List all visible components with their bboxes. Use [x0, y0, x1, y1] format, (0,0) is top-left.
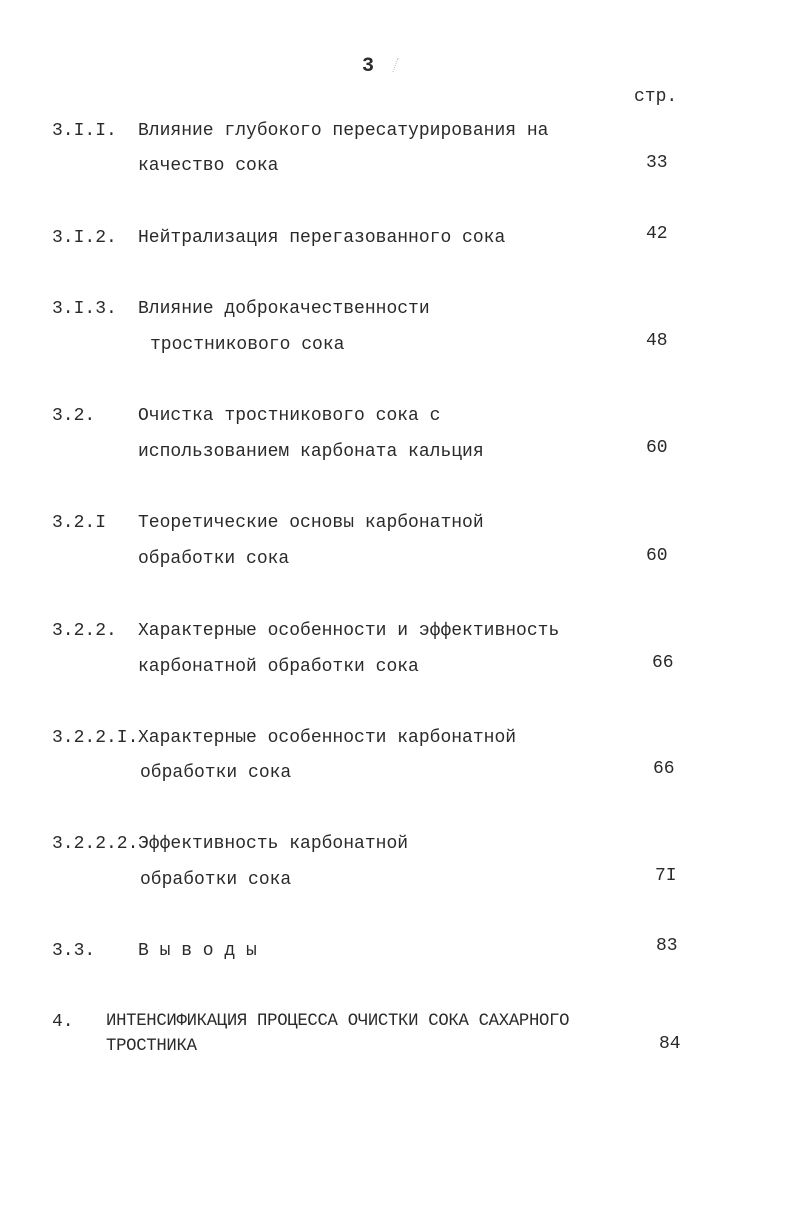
entry-title: Теоретические основы карбонатной — [138, 513, 484, 533]
entry-title: В ы в о д ы — [138, 941, 257, 961]
entry-title: обработки сока — [138, 549, 290, 569]
entry-page: 60 — [646, 438, 668, 458]
entry-page: 83 — [656, 936, 678, 956]
entry-title: тростникового сока — [150, 335, 345, 355]
entry-number: 3.2.2. — [52, 621, 117, 641]
entry-number: 3.2.2.2. — [52, 834, 139, 854]
entry-title: Нейтрализация перегазованного сока — [138, 228, 506, 248]
entry-number: 3.I.I. — [52, 121, 117, 141]
entry-number: 3.3. — [52, 941, 96, 961]
entry-number: 3.2.2.I. — [52, 728, 139, 748]
entry-title: качество сока — [138, 156, 279, 176]
entry-title: обработки сока — [140, 763, 292, 783]
entry-number: 3.I.3. — [52, 299, 117, 319]
entry-page: 84 — [659, 1034, 681, 1054]
entry-title: ТРОСТНИКА — [106, 1037, 197, 1056]
entry-title: ИНТЕНСИФИКАЦИЯ ПРОЦЕССА ОЧИСТКИ СОКА САХАРНОГО — [106, 1012, 570, 1031]
pencil-mark — [392, 58, 406, 72]
entry-title: обработки сока — [140, 870, 292, 890]
entry-number: 4. — [52, 1012, 74, 1032]
pages-column-header: стр. — [634, 87, 678, 107]
page-number: 3 — [362, 55, 375, 78]
entry-number: 3.2. — [52, 406, 96, 426]
entry-number: 3.2.I — [52, 513, 107, 533]
entry-page: 7I — [655, 866, 677, 886]
entry-title: Характерные особенности карбонатной — [138, 728, 517, 748]
entry-number: 3.I.2. — [52, 228, 117, 248]
entry-title: Эффективность карбонатной — [138, 834, 409, 854]
entry-title: использованием карбоната кальция — [138, 442, 484, 462]
entry-title: Влияние доброкачественности — [138, 299, 430, 319]
entry-page: 66 — [653, 759, 675, 779]
entry-page: 60 — [646, 546, 668, 566]
entry-title: карбонатной обработки сока — [138, 657, 419, 677]
entry-page: 66 — [652, 653, 674, 673]
entry-page: 42 — [646, 224, 668, 244]
entry-title: Характерные особенности и эффективность — [138, 621, 560, 641]
entry-page: 48 — [646, 331, 668, 351]
entry-title: Очистка тростникового сока с — [138, 406, 441, 426]
entry-title: Влияние глубокого пересатурирования на — [138, 121, 549, 141]
entry-page: 33 — [646, 153, 668, 173]
